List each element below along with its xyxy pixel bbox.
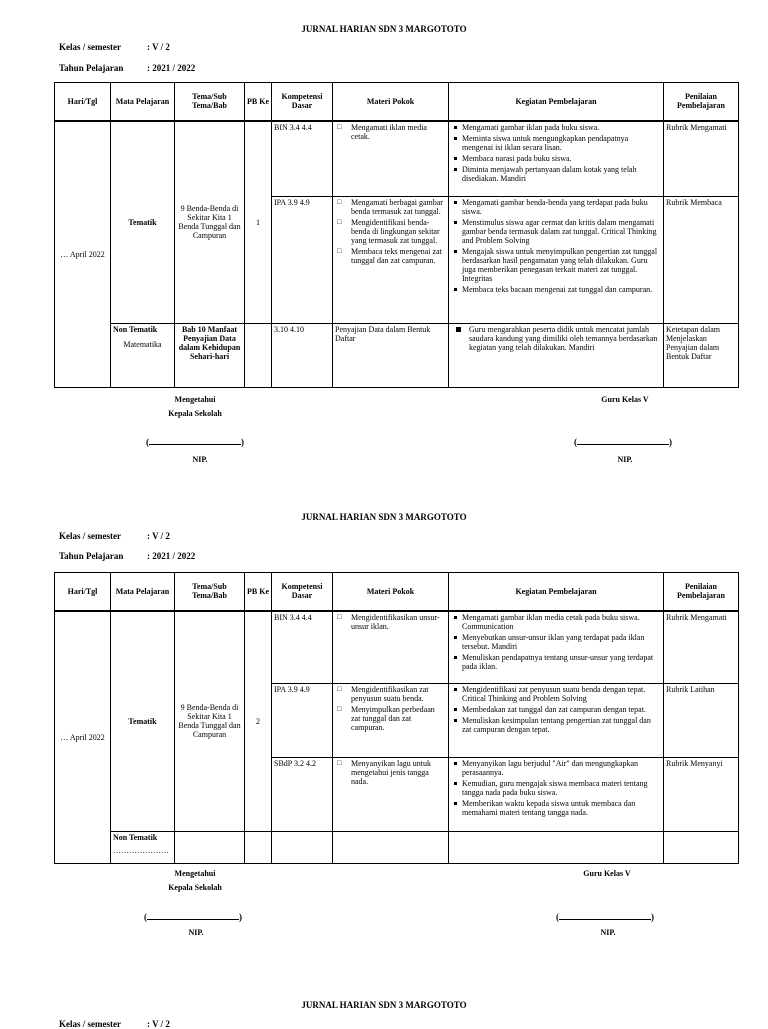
- bullet-list: [335, 123, 446, 141]
- nontematik-cell: [111, 832, 175, 864]
- list-item: Memberikan waktu kepada siswa untuk membaca dan memahami materi tentang tangga nada.: [462, 799, 661, 817]
- header-pb: PB Ke: [245, 573, 272, 611]
- kelas-label: Kelas / semester: [59, 531, 121, 541]
- tahun-label: Tahun Pelajaran: [59, 551, 124, 561]
- materi-cell: [333, 611, 449, 684]
- nontematik-mapel: …………………: [113, 846, 169, 855]
- kepsek-name-line: ( ): [144, 912, 242, 922]
- header-kegiatan: Kegiatan Pembelajaran: [449, 83, 664, 121]
- list-item: Menyanyikan lagu berjudul "Air" dan mengungkapkan perasaannya.: [462, 759, 661, 777]
- header-mapel: Mata Pelajaran: [111, 573, 175, 611]
- kd-cell: BIN 3.4 4.4: [272, 611, 333, 684]
- kelas-value: : V / 2: [147, 531, 170, 541]
- bullet-list: [451, 198, 661, 294]
- list-item: Menuliskan kesimpulan tentang pengertian zat tunggal dan zat campuran dengan tepat.: [462, 716, 661, 734]
- bullet-list: [451, 685, 661, 734]
- kd-cell: IPA 3.9 4.9: [272, 197, 333, 324]
- bullet-list: [335, 198, 446, 265]
- list-item: Menstimulus siswa agar cermat dan kritis dalam mengamati gambar benda termasuk dalam zat tunggal. Critical Thinking and Problem Solving: [462, 218, 661, 245]
- mapel-cell: Tematik: [111, 121, 175, 324]
- nontematik-cell: [111, 324, 175, 388]
- kelas-value: : V / 2: [147, 1019, 170, 1029]
- header-penilaian: Penilaian Pembelajaran: [664, 83, 739, 121]
- tahun-label: Tahun Pelajaran: [59, 63, 124, 73]
- header-kd: Kompetensi Dasar: [272, 83, 333, 121]
- kelas-line: [59, 42, 170, 52]
- pb-cell: 2: [245, 611, 272, 832]
- penilaian-cell: Rubrik Menyanyi: [664, 758, 739, 832]
- header-hari: Hari/Tgl: [55, 83, 111, 121]
- nontematik-tema: Bab 10 Manfaat Penyajian Data dalam Kehidupan Sehari-hari: [175, 324, 245, 388]
- list-item: Menyebutkan unsur-unsur iklan yang terdapat pada iklan tersebut. Mandiri: [462, 633, 661, 651]
- header-hari: Hari/Tgl: [55, 573, 111, 611]
- list-item: Kemudian, guru mengajak siswa membaca materi tentang tangga nada pada buku siswa.: [462, 779, 661, 797]
- penilaian-cell: Rubrik Mengamati: [664, 611, 739, 684]
- guru-nip: NIP.: [600, 928, 616, 937]
- mengetahui-label: Mengetahui: [174, 869, 216, 878]
- header-pb: PB Ke: [245, 83, 272, 121]
- list-item: □ Menyimpulkan perbedaan zat tunggal dan zat campuran.: [351, 705, 446, 732]
- list-item: □ Mengidentifikasikan unsur-unsur iklan.: [351, 613, 446, 631]
- list-item: □ Mengidentifikasi benda-benda di lingkungan sekitar yang termasuk zat tunggal.: [351, 218, 446, 245]
- kepsek-label: Kepala Sekolah: [168, 409, 222, 418]
- header-materi: Materi Pokok: [333, 83, 449, 121]
- kelas-value: : V / 2: [147, 42, 170, 52]
- header-mapel: Mata Pelajaran: [111, 83, 175, 121]
- header-materi: Materi Pokok: [333, 573, 449, 611]
- kelas-label: Kelas / semester: [59, 1019, 121, 1029]
- kd-cell: IPA 3.9 4.9: [272, 684, 333, 758]
- nontematik-label: Non Tematik: [113, 325, 158, 334]
- journal-table: [54, 82, 739, 388]
- nontematik-materi: Penyajian Data dalam Bentuk Daftar: [333, 324, 449, 388]
- page-title: JURNAL HARIAN SDN 3 MARGOTOTO: [301, 512, 467, 522]
- materi-cell: [333, 684, 449, 758]
- nontematik-penilaian: Ketetapan dalam Menjelaskan Penyajian dalam Bentuk Daftar: [664, 324, 739, 388]
- tema-cell: 9 Benda-Benda di Sekitar Kita 1 Benda Tunggal dan Campuran: [175, 121, 245, 324]
- kepsek-label: Kepala Sekolah: [168, 883, 222, 892]
- kegiatan-cell: [449, 611, 664, 684]
- guru-label: Guru Kelas V: [601, 395, 649, 404]
- header-tema: Tema/Sub Tema/Bab: [175, 83, 245, 121]
- list-item: Membaca narasi pada buku siswa.: [462, 154, 661, 163]
- list-item: □ Mengidentifikasikan zat penyusun suatu benda.: [351, 685, 446, 703]
- kelas-line: [59, 531, 170, 541]
- table-row: [55, 611, 739, 684]
- tahun-line: [59, 63, 195, 73]
- journal-table: [54, 572, 739, 864]
- nontematik-mapel: Matematika: [123, 340, 162, 349]
- bullet-list: [451, 759, 661, 817]
- hari-cell: … April 2022: [55, 611, 111, 864]
- tema-cell: 9 Benda-Benda di Sekitar Kita 1 Benda Tunggal dan Campuran: [175, 611, 245, 832]
- kegiatan-cell: [449, 684, 664, 758]
- tahun-value: : 2021 / 2022: [147, 63, 196, 73]
- materi-cell: [333, 197, 449, 324]
- penilaian-cell: Rubrik Mengamati: [664, 121, 739, 197]
- list-item: Meminta siswa untuk mengungkapkan pendapatnya mengenai isi iklan secara lisan.: [462, 134, 661, 152]
- kepsek-name-line: ( ): [146, 437, 244, 447]
- bullet-list: [451, 613, 661, 671]
- kd-cell: BIN 3.4 4.4: [272, 121, 333, 197]
- materi-cell: [333, 121, 449, 197]
- tahun-value: : 2021 / 2022: [147, 551, 196, 561]
- list-item: □ Membaca teks mengenai zat tunggal dan zat campuran.: [351, 247, 446, 265]
- table-row: [55, 832, 739, 864]
- list-item: Membedakan zat tunggal dan zat campuran dengan tepat.: [462, 705, 661, 714]
- guru-name-line: ( ): [574, 437, 672, 447]
- mapel-cell: Tematik: [111, 611, 175, 832]
- kelas-label: Kelas / semester: [59, 42, 121, 52]
- header-penilaian: Penilaian Pembelajaran: [664, 573, 739, 611]
- kelas-line: [59, 1019, 170, 1029]
- page-title: JURNAL HARIAN SDN 3 MARGOTOTO: [301, 24, 467, 34]
- kegiatan-cell: [449, 121, 664, 197]
- nontematik-kd: 3.10 4.10: [272, 324, 333, 388]
- list-item: □ Menyanyikan lagu untuk mengetahui jenis tangga nada.: [351, 759, 446, 786]
- header-tema: Tema/Sub Tema/Bab: [175, 573, 245, 611]
- list-item: Mengajak siswa untuk menyimpulkan pengertian zat tunggal berdasarkan hasil pengamatan yang telah dilakukan. Guru juga memberikan penegasan terkait materi zat tunggal. Integritas: [462, 247, 661, 283]
- guru-label: Guru Kelas V: [583, 869, 631, 878]
- pb-cell: 1: [245, 121, 272, 324]
- bullet-list: [335, 685, 446, 732]
- header-kegiatan: Kegiatan Pembelajaran: [449, 573, 664, 611]
- nontematik-label: Non Tematik: [113, 833, 158, 842]
- header-kd: Kompetensi Dasar: [272, 573, 333, 611]
- kegiatan-cell: [449, 758, 664, 832]
- list-item: Diminta menjawab pertanyaan dalam kotak yang telah disediakan. Mandiri: [462, 165, 661, 183]
- list-item: Membaca teks bacaan mengenai zat tunggal dan campuran.: [462, 285, 661, 294]
- kepsek-nip: NIP.: [188, 928, 204, 937]
- guru-nip: NIP.: [617, 455, 633, 464]
- materi-cell: [333, 758, 449, 832]
- tahun-line: [59, 551, 195, 561]
- mengetahui-label: Mengetahui: [174, 395, 216, 404]
- kegiatan-cell: [449, 197, 664, 324]
- penilaian-cell: Rubrik Membaca: [664, 197, 739, 324]
- bullet-list: [451, 123, 661, 183]
- list-item: □ Mengamati iklan media cetak.: [351, 123, 446, 141]
- bullet-list: [335, 759, 446, 786]
- signature-kepsek: [140, 395, 250, 418]
- list-item: Mengamati gambar iklan media cetak pada buku siswa. Communication: [462, 613, 661, 631]
- kd-cell: SBdP 3.2 4.2: [272, 758, 333, 832]
- list-item: Mengamati gambar iklan pada buku siswa.: [462, 123, 661, 132]
- penilaian-cell: Rubrik Latihan: [664, 684, 739, 758]
- guru-name-line: ( ): [556, 912, 654, 922]
- nontematik-kegiatan-cell: [449, 324, 664, 388]
- table-row: [55, 324, 739, 388]
- kepsek-nip: NIP.: [192, 455, 208, 464]
- hari-cell: … April 2022: [55, 121, 111, 388]
- bullet-list: [335, 613, 446, 631]
- list-item: Mengamati gambar benda-benda yang terdapat pada buku siswa.: [462, 198, 661, 216]
- table-row: [55, 121, 739, 197]
- page-title: JURNAL HARIAN SDN 3 MARGOTOTO: [301, 1000, 467, 1010]
- list-item: Menuliskan pendapatnya tentang unsur-unsur yang terdapat pada iklan.: [462, 653, 661, 671]
- nontematik-kegiatan: Guru mengarahkan peserta didik untuk mencatat jumlah saudara kandung yang dimiliki oleh temannya berdasarkan kegiatan yang telah dilakukan. Mandiri: [469, 325, 661, 352]
- signature-kepsek: [140, 869, 250, 892]
- list-item: Mengidentifikasi zat penyusun suatu benda dengan tepat. Critical Thinking and Problem Solving: [462, 685, 661, 703]
- list-item: □ Mengamati berbagai gambar benda termasuk zat tunggal.: [351, 198, 446, 216]
